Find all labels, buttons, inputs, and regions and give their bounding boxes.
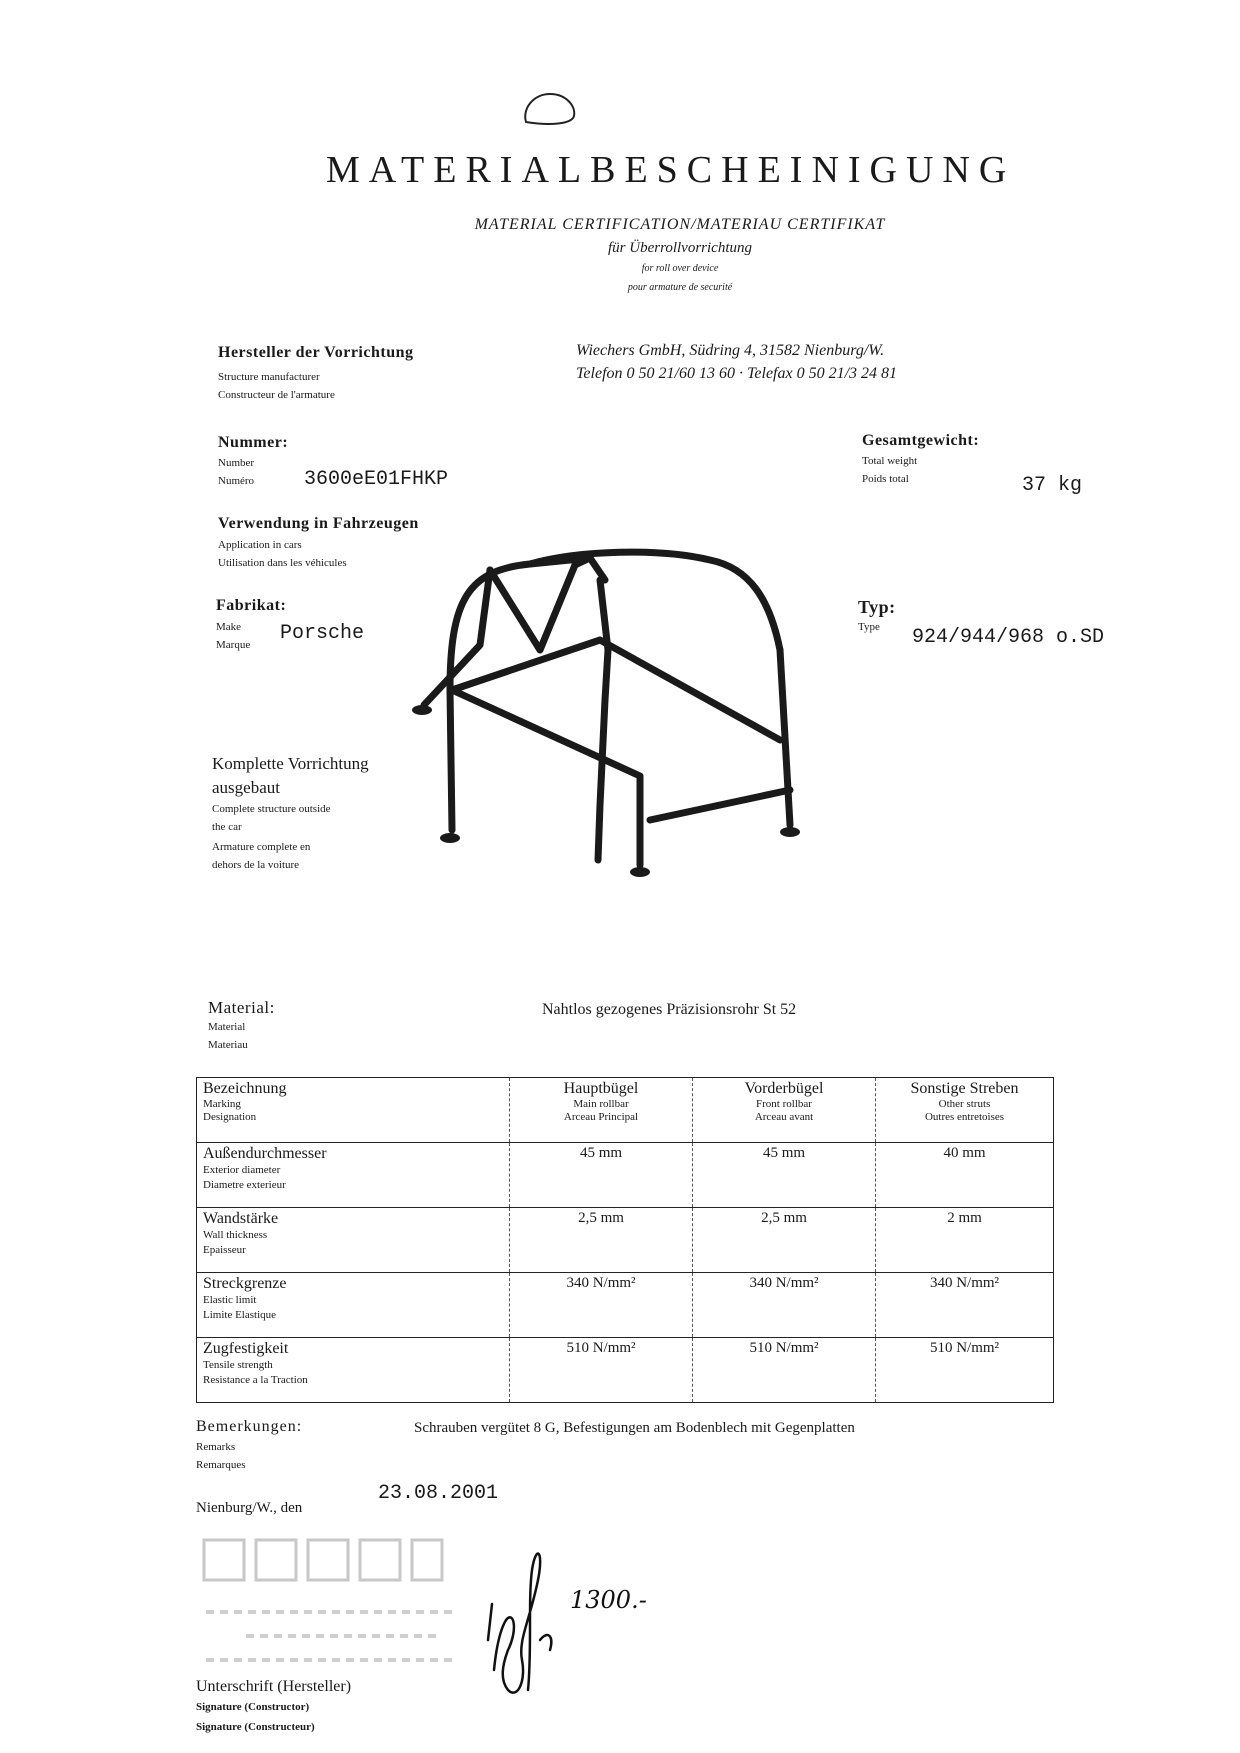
table-row [197,1208,1054,1273]
signature-label: Unterschrift (Hersteller) [196,1678,352,1695]
row-label-fr: Resistance a la Traction [203,1374,308,1386]
subtitle-rollover-fr: pour armature de securité [627,282,733,293]
make-label: Fabrikat: [216,597,287,614]
header-main-rollbar-en: Main rollbar [573,1098,629,1110]
structure-label-5: Armature complete en [212,841,311,853]
type-label-en: Type [858,621,880,633]
cell-value: 2,5 mm [510,1208,693,1273]
cell-value: 2 mm [876,1208,1054,1273]
cell-value: 45 mm [693,1143,876,1208]
remarks-label-fr: Remarques [196,1459,246,1471]
make-label-en: Make [216,621,242,633]
spec-table [196,1077,1054,1403]
number-label: Nummer: [218,434,289,451]
row-label-de: Streckgrenze [203,1275,287,1292]
cell-value: 2,5 mm [693,1208,876,1273]
type-label: Typ: [858,597,896,617]
header-main-rollbar-de: Hauptbügel [563,1080,639,1097]
remarks-label-en: Remarks [196,1441,236,1453]
remarks-value: Schrauben vergütet 8 G, Befestigungen am Bodenblech mit Gegenplatten [414,1420,855,1436]
signature-label-fr: Signature (Constructeur) [196,1721,315,1733]
structure-label-6: dehors de la voiture [212,859,300,871]
logo-oval-icon [520,88,580,130]
material-label-en: Material [208,1021,246,1033]
remarks-label: Bemerkungen: [196,1418,303,1435]
manufacturer-label-en: Structure manufacturer [218,371,320,383]
structure-label-2: ausgebaut [212,778,280,797]
subtitle-rollover-de: für Überrollvorrichtung [607,240,753,256]
cell-value: 40 mm [876,1143,1054,1208]
table-row [197,1143,1054,1208]
cell-value: 510 N/mm² [876,1338,1054,1403]
header-other-struts-fr: Outres entretoises [924,1111,1005,1123]
cell-value: 340 N/mm² [510,1273,693,1338]
date-value: 23.08.2001 [378,1482,499,1505]
row-label-de: Zugfestigkeit [203,1340,289,1357]
header-marking-de: Bezeichnung [203,1080,287,1097]
header-marking-fr: Designation [203,1111,257,1123]
table-header-row [197,1078,1054,1143]
material-value: Nahtlos gezogenes Präzisionsrohr St 52 [542,1001,797,1018]
manufacturer-label-fr: Constructeur de l'armature [218,389,335,401]
header-main-rollbar-fr: Arceau Principal [563,1111,639,1123]
material-label-fr: Materiau [208,1039,248,1051]
weight-value: 37 kg [1022,474,1083,497]
handwritten-price: 1300.- [570,1586,647,1614]
row-label-fr: Diametre exterieur [203,1179,286,1191]
structure-label-3: Complete structure outside [212,803,331,815]
number-value: 3600eE01FHKP [304,468,449,491]
row-label-de: Wandstärke [203,1210,279,1227]
make-value: Porsche [280,622,365,645]
table-row [197,1273,1054,1338]
usage-label-en: Application in cars [218,539,302,551]
header-front-rollbar-en: Front rollbar [756,1098,812,1110]
document-title: MATERIALBESCHEINIGUNG [326,149,1016,191]
cell-value: 45 mm [510,1143,693,1208]
subtitle-rollover-en: for roll over device [641,263,719,274]
usage-label: Verwendung in Fahrzeugen [218,515,419,532]
material-label: Material: [208,998,275,1017]
row-label-en: Elastic limit [203,1294,257,1306]
signature-label-en: Signature (Constructor) [196,1701,310,1713]
roll-cage-drawing-icon [410,540,880,940]
cell-value: 510 N/mm² [510,1338,693,1403]
row-label-fr: Epaisseur [203,1244,246,1256]
weight-label-fr: Poids total [862,473,909,485]
cell-value: 340 N/mm² [693,1273,876,1338]
type-value: 924/944/968 o.SD [912,626,1105,649]
header-other-struts-de: Sonstige Streben [910,1080,1019,1097]
header-marking-en: Marking [203,1098,241,1110]
header-front-rollbar-de: Vorderbügel [744,1080,824,1097]
manufacturer-address: Wiechers GmbH, Südring 4, 31582 Nienburg/W. [576,342,885,359]
manufacturer-phone: Telefon 0 50 21/60 13 60 · Telefax 0 50 21/3 24 81 [576,365,898,382]
handwritten-signature-icon [478,1540,718,1710]
header-other-struts-en: Other struts [938,1098,991,1110]
cell-value: 340 N/mm² [876,1273,1054,1338]
make-label-fr: Marque [216,639,251,651]
row-label-fr: Limite Elastique [203,1309,277,1321]
row-label-en: Exterior diameter [203,1164,281,1176]
header-front-rollbar-fr: Arceau avant [754,1111,814,1123]
faded-stamp-icon [196,1520,496,1670]
cell-value: 510 N/mm² [693,1338,876,1403]
row-label-de: Außendurchmesser [203,1145,327,1162]
subtitle-certification: MATERIAL CERTIFICATION/MATERIAU CERTIFIKAT [474,216,886,233]
number-label-en: Number [218,457,255,469]
date-place: Nienburg/W., den [196,1500,303,1516]
row-label-en: Wall thickness [203,1229,268,1241]
row-label-en: Tensile strength [203,1359,273,1371]
structure-label-1: Komplette Vorrichtung [212,754,369,773]
weight-label-en: Total weight [862,455,918,467]
weight-label: Gesamtgewicht: [862,432,980,449]
structure-label-4: the car [212,821,242,833]
usage-label-fr: Utilisation dans les véhicules [218,557,347,569]
manufacturer-label: Hersteller der Vorrichtung [218,344,414,361]
table-row [197,1338,1054,1403]
number-label-fr: Numéro [218,475,255,487]
